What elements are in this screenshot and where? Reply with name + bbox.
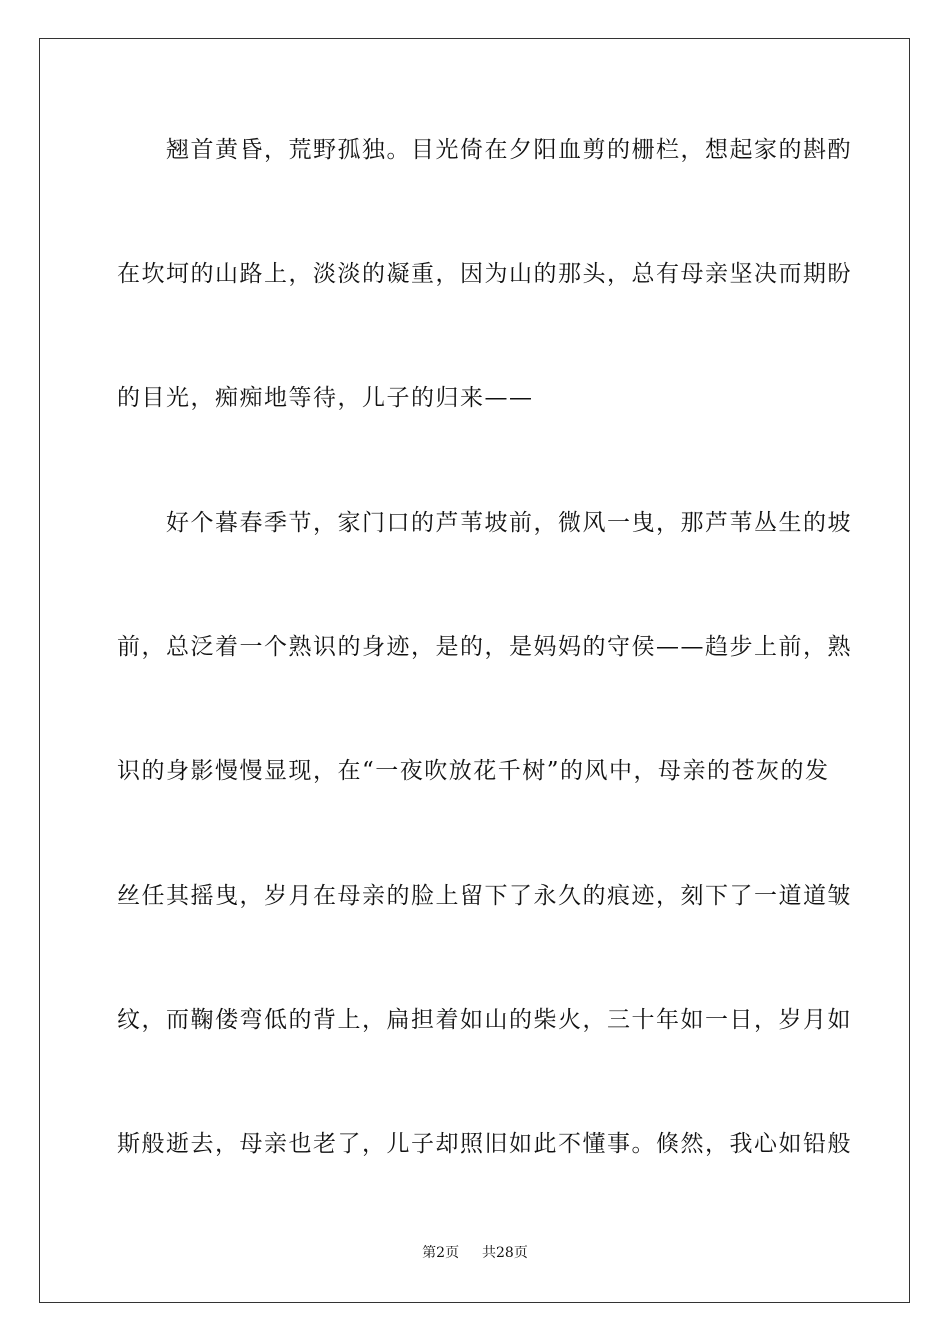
text-line-4: 好个暮春季节，家门口的芦苇坡前，微风一曳，那芦苇丛生的坡 xyxy=(117,510,852,536)
page-footer xyxy=(0,1244,950,1262)
text-line-2: 在坎坷的山路上，淡淡的凝重，因为山的那头，总有母亲坚决而期盼 xyxy=(117,261,852,287)
text-line-9: 斯般逝去，母亲也老了，儿子却照旧如此不懂事。倏然，我心如铅般 xyxy=(117,1131,852,1157)
text-line-7: 丝任其摇曳，岁月在母亲的脸上留下了永久的痕迹，刻下了一道道皱 xyxy=(117,883,852,909)
page-total: 共28页 xyxy=(482,1245,528,1261)
text-line-3: 的目光，痴痴地等待，儿子的归来—— xyxy=(117,385,534,411)
page-number: 第2页 xyxy=(422,1245,460,1261)
text-line-8: 纹，而鞠偻弯低的背上，扁担着如山的柴火，三十年如一日，岁月如 xyxy=(117,1007,852,1033)
page-border xyxy=(39,38,910,1303)
text-line-6: 识的身影慢慢显现，在“一夜吹放花千树”的风中，母亲的苍灰的发 xyxy=(117,758,830,784)
text-line-5: 前，总泛着一个熟识的身迹，是的，是妈妈的守侯——趋步上前，熟 xyxy=(117,634,852,660)
text-line-1: 翘首黄昏，荒野孤独。目光倚在夕阳血剪的栅栏，想起家的斟酌 xyxy=(117,137,852,163)
